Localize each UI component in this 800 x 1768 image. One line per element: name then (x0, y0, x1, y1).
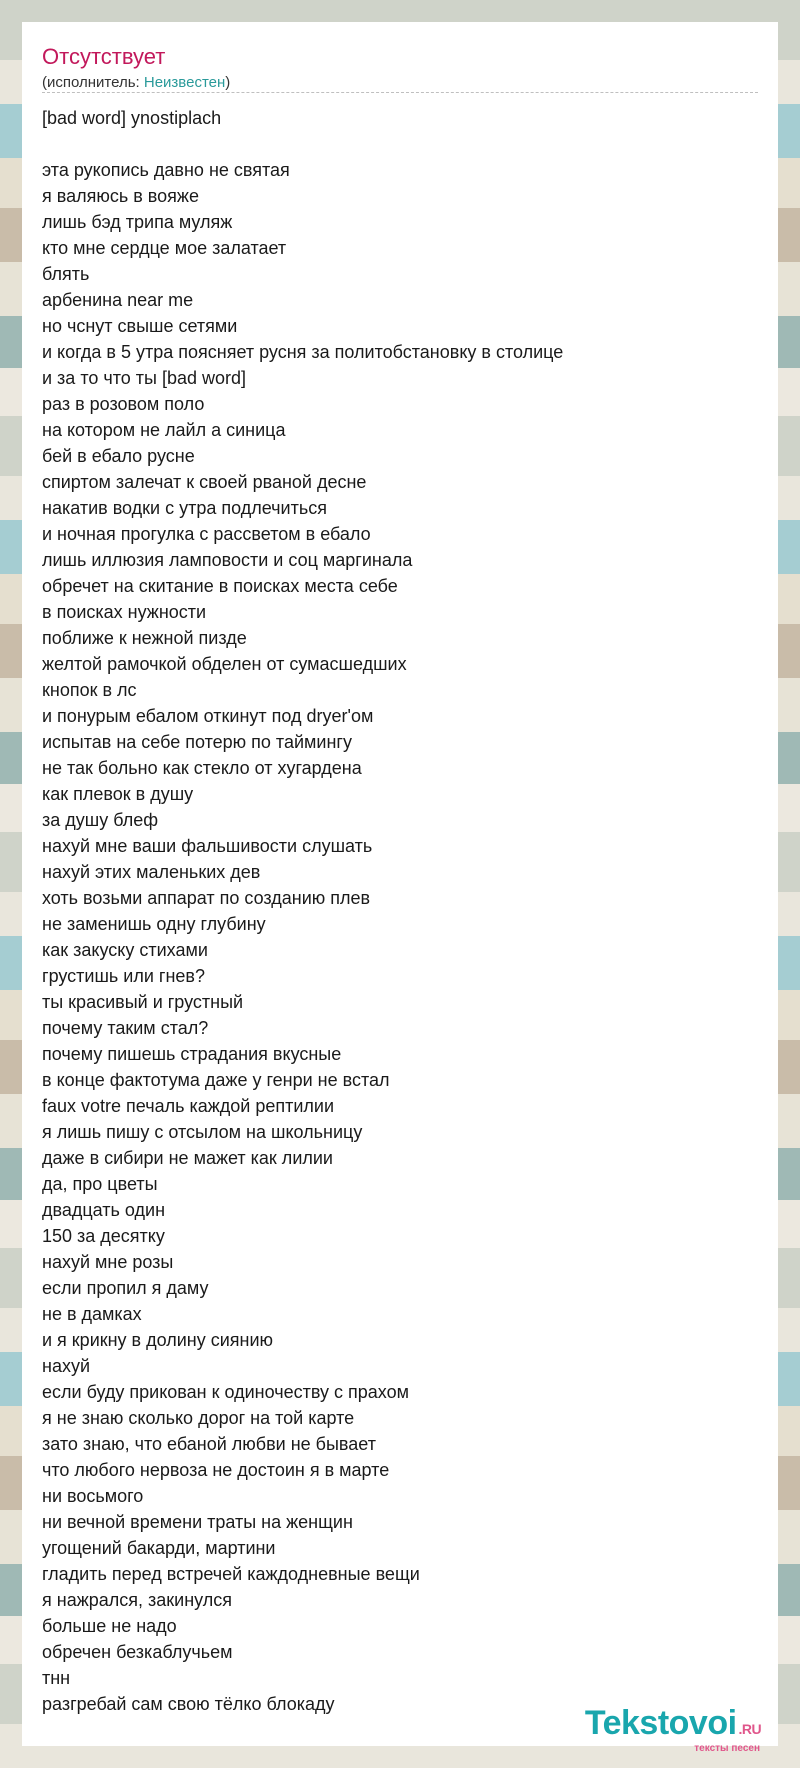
lyric-line: арбенина near me (42, 290, 194, 310)
lyric-line: накатив водки с утра подлечиться (42, 498, 327, 518)
lyric-line: как закуску стихами (42, 940, 208, 960)
lyric-line: в конце фактотума даже у генри не встал (42, 1070, 390, 1090)
lyric-line: даже в сибири не мажет как лилии (42, 1148, 333, 1168)
lyric-line: и понурым ебалом откинут под dryer'ом (42, 706, 374, 726)
lyric-line: ты красивый и грустный (42, 992, 244, 1012)
lyric-line: лишь бэд трипа муляж (42, 212, 233, 232)
divider (42, 92, 758, 93)
lyric-line: ни восьмого (42, 1486, 144, 1506)
lyric-line: и ночная прогулка с рассветом в ебало (42, 524, 371, 544)
logo-tld: .RU (738, 1721, 762, 1737)
lyric-line: спиртом залечат к своей рваной десне (42, 472, 367, 492)
lyric-line: но чснут свыше сетями (42, 316, 238, 336)
lyric-line: угощений бакарди, мартини (42, 1538, 276, 1558)
artist-link[interactable]: Неизвестен (143, 74, 226, 91)
logo-tagline: тексты песен (694, 1743, 760, 1754)
lyric-line: не заменишь одну глубину (42, 914, 266, 934)
lyric-line: я валяюсь в вояже (42, 186, 199, 206)
lyric-line: 150 за десятку (42, 1226, 165, 1246)
lyric-line: ни вечной времени траты на женщин (42, 1512, 353, 1532)
lyric-line: больше не надо (42, 1616, 177, 1636)
lyric-line: что любого нервоза не достоин я в марте (42, 1460, 390, 1480)
lyric-line: как плевок в душу (42, 784, 194, 804)
lyric-line: грустишь или гнев? (42, 966, 205, 986)
lyric-line: лишь иллюзия ламповости и соц маргинала (42, 550, 413, 570)
lyric-line: обречен безкаблучьем (42, 1642, 233, 1662)
song-title: Отсутствует (42, 44, 166, 69)
lyric-line: если буду прикован к одиночеству с прахом (42, 1382, 409, 1402)
lyric-line: не в дамках (42, 1304, 142, 1324)
site-logo[interactable] (568, 1705, 778, 1754)
lyric-line: и за то что ты [bad word] (42, 368, 247, 388)
lyric-line: обречет на скитание в поисках места себе (42, 576, 398, 596)
lyric-line: гладить перед встречей каждодневные вещи (42, 1564, 420, 1584)
lyric-line: поближе к нежной пизде (42, 628, 247, 648)
artist-suffix: ) (225, 74, 231, 91)
lyric-line: на котором не лайл а синица (42, 420, 286, 440)
lyrics-text (42, 105, 758, 1717)
lyric-line: желтой рамочкой обделен от сумасшедших (42, 654, 407, 674)
logo-main-text: Tekstovoi (584, 1704, 737, 1742)
lyric-line: кнопок в лс (42, 680, 137, 700)
lyric-line: нахуй этих маленьких дев (42, 862, 261, 882)
lyric-line: нахуй мне ваши фальшивости слушать (42, 836, 373, 856)
lyric-line: faux votre печаль каждой рептилии (42, 1096, 335, 1116)
lyric-line: разгребай сам свою тёлко блокаду (42, 1694, 335, 1714)
lyric-line: хоть возьми аппарат по созданию плев (42, 888, 371, 908)
lyric-line: испытав на себе потерю по таймингу (42, 732, 352, 752)
artist-line (42, 74, 230, 91)
lyric-line: бей в ебало русне (42, 446, 195, 466)
lyric-line: не так больно как стекло от хугардена (42, 758, 362, 778)
lyric-line: почему таким стал? (42, 1018, 209, 1038)
lyric-line: тнн (42, 1668, 71, 1688)
lyric-line: [bad word] ynostiplach (42, 108, 222, 128)
lyric-line: кто мне сердце мое залатает (42, 238, 287, 258)
lyric-line: если пропил я даму (42, 1278, 209, 1298)
lyric-line: блять (42, 264, 90, 284)
lyric-line: и я крикну в долину сиянию (42, 1330, 274, 1350)
lyric-line: я лишь пишу с отсылом на школьницу (42, 1122, 363, 1142)
lyric-line: раз в розовом поло (42, 394, 205, 414)
lyrics-card (22, 22, 778, 1754)
lyric-line: зато знаю, что ебаной любви не бывает (42, 1434, 376, 1454)
lyric-line: в поисках нужности (42, 602, 207, 622)
lyric-line: двадцать один (42, 1200, 166, 1220)
lyric-line: я не знаю сколько дорог на той карте (42, 1408, 355, 1428)
lyric-line: эта рукопись давно не святая (42, 160, 290, 180)
lyric-line: нахуй мне розы (42, 1252, 174, 1272)
artist-prefix: (исполнитель: (42, 74, 144, 91)
lyric-line: за душу блеф (42, 810, 159, 830)
lyric-line (42, 131, 758, 157)
lyric-line: почему пишешь страдания вкусные (42, 1044, 342, 1064)
lyric-line: и когда в 5 утра поясняет русня за политобстановку в столице (42, 342, 564, 362)
lyric-line: я нажрался, закинулся (42, 1590, 233, 1610)
lyric-line: да, про цветы (42, 1174, 158, 1194)
lyric-line: нахуй (42, 1356, 91, 1376)
